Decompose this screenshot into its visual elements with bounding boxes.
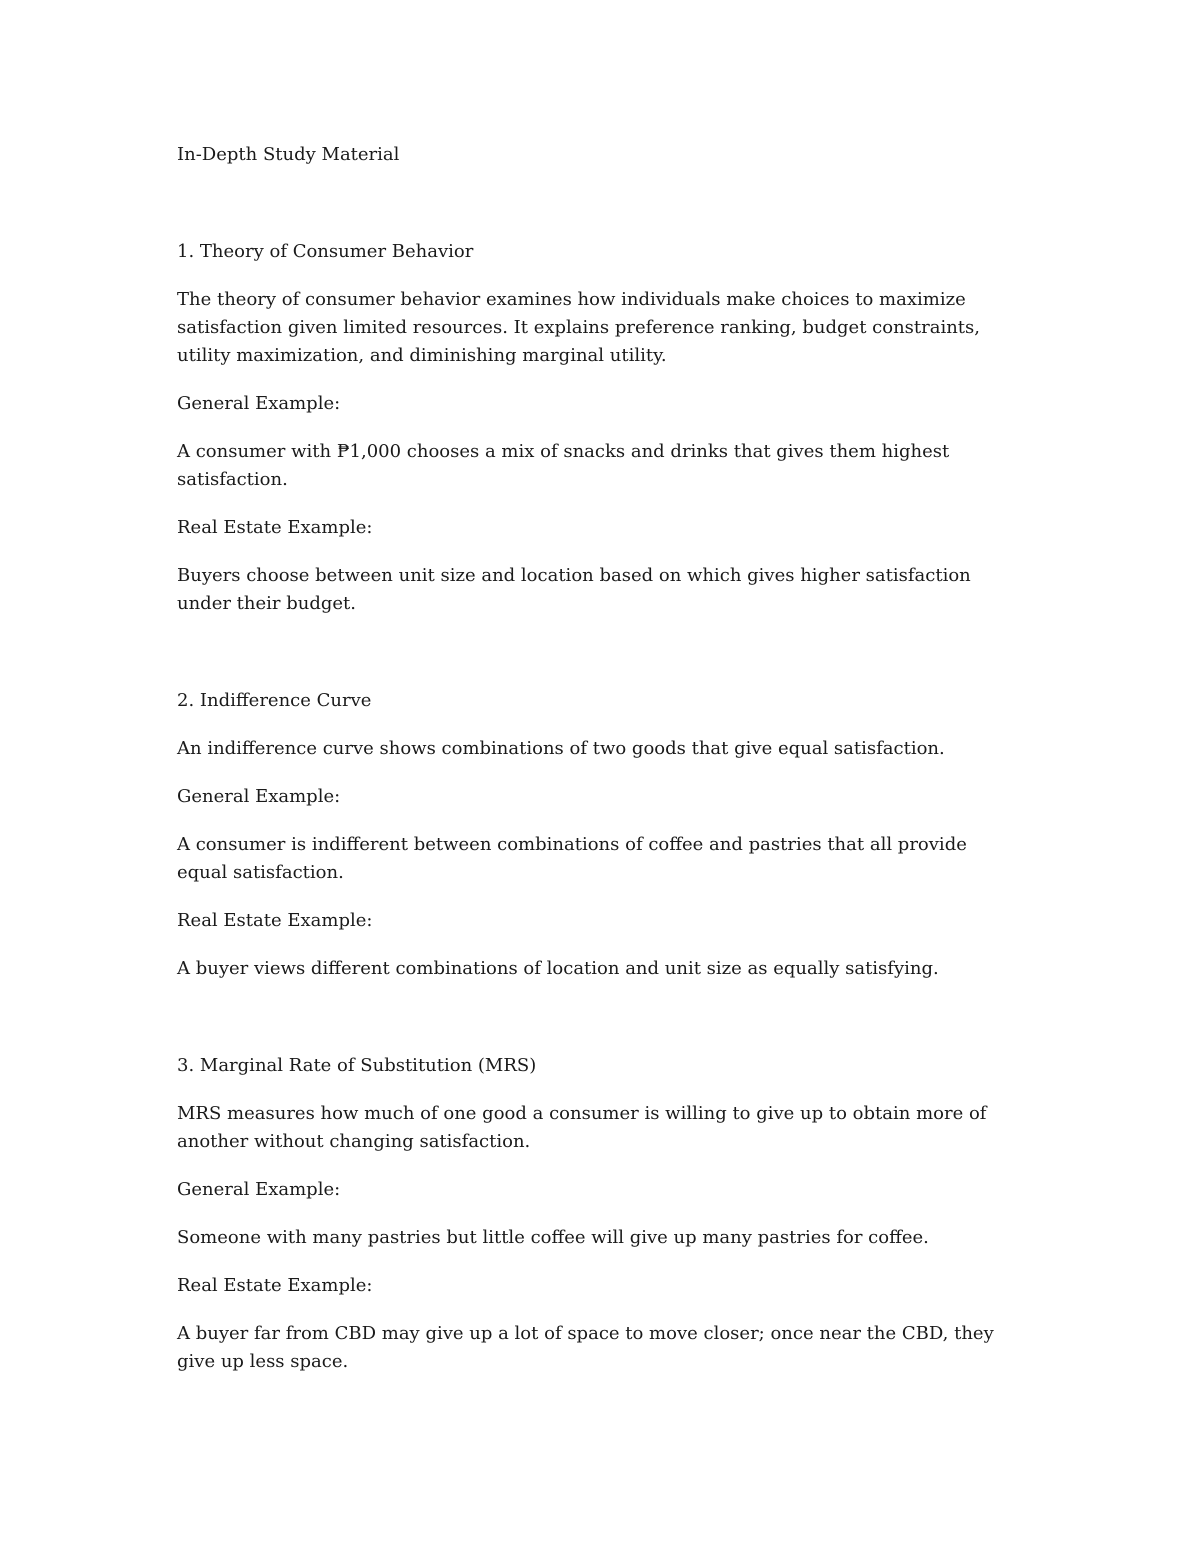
general-example-text: A consumer with ₱1,000 chooses a mix of snacks and drinks that gives them highest satisfaction. bbox=[177, 441, 950, 490]
general-example-text: Someone with many pastries but little coffee will give up many pastries for coffee. bbox=[177, 1227, 929, 1248]
section-definition: The theory of consumer behavior examines how individuals make choices to maximize satisfaction given limited resources. It explains preference ranking, budget constraints, utility maximization, and diminishing marginal utility. bbox=[177, 289, 981, 366]
real-estate-example-text: A buyer views different combinations of location and unit size as equally satisfying. bbox=[177, 958, 939, 979]
document-body bbox=[177, 141, 1007, 1396]
real-estate-example-text: Buyers choose between unit size and location based on which gives higher satisfaction under their budget. bbox=[177, 565, 971, 614]
general-example-text: A consumer is indifferent between combinations of coffee and pastries that all provide equal satisfaction. bbox=[177, 834, 967, 883]
document-title: In-Depth Study Material bbox=[177, 144, 400, 165]
section-heading: 3. Marginal Rate of Substitution (MRS) bbox=[177, 1055, 537, 1076]
section-definition: An indifference curve shows combinations of two goods that give equal satisfaction. bbox=[177, 738, 945, 759]
real-estate-example-label: Real Estate Example: bbox=[177, 910, 373, 931]
section-definition: MRS measures how much of one good a consumer is willing to give up to obtain more of another without changing satisfaction. bbox=[177, 1103, 987, 1152]
real-estate-example-text: A buyer far from CBD may give up a lot of space to move closer; once near the CBD, they give up less space. bbox=[177, 1323, 994, 1372]
general-example-label: General Example: bbox=[177, 786, 341, 807]
section-heading: 1. Theory of Consumer Behavior bbox=[177, 241, 474, 262]
general-example-label: General Example: bbox=[177, 393, 341, 414]
general-example-label: General Example: bbox=[177, 1179, 341, 1200]
real-estate-example-label: Real Estate Example: bbox=[177, 1275, 373, 1296]
section-heading: 2. Indifference Curve bbox=[177, 690, 372, 711]
real-estate-example-label: Real Estate Example: bbox=[177, 517, 373, 538]
